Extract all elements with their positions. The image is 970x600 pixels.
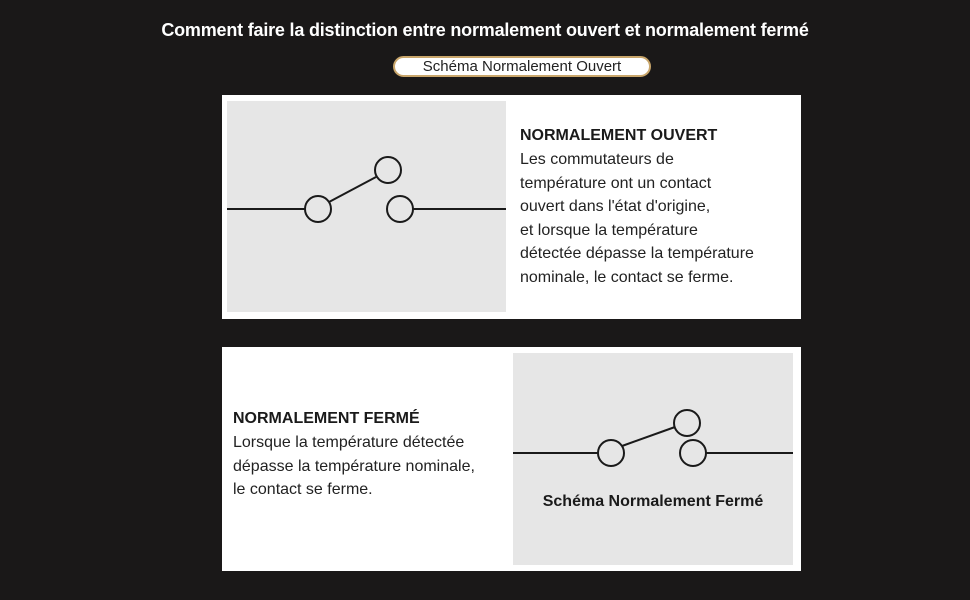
schema-badge: Schéma Normalement Ouvert [393,56,651,77]
normally-closed-heading: NORMALEMENT FERMÉ [233,410,420,427]
normally-closed-card [222,347,801,571]
normally-closed-description [233,410,513,502]
normally-open-heading: NORMALEMENT OUVERT [520,127,718,144]
normally-open-switch-diagram [227,101,506,312]
contact-terminal-left [305,196,331,222]
contact-terminal-left [598,440,624,466]
switch-lever [329,177,376,202]
normally-open-diagram-panel [227,101,506,312]
normally-closed-caption: Schéma Normalement Fermé [542,493,764,510]
contact-terminal-right [680,440,706,466]
contact-terminal-right [387,196,413,222]
normally-open-description [520,127,796,289]
normally-closed-switch-diagram [513,353,793,565]
switch-lever-head [674,410,700,436]
normally-closed-text: Lorsque la température détectée dépasse la température nominale, le contact se ferme. [233,434,475,498]
normally-open-card [222,95,801,319]
normally-open-text: Les commutateurs de température ont un contact ouvert dans l'état d'origine, et lorsque la température détectée dépasse la température nominale, le contact se ferme. [520,151,754,286]
normally-closed-diagram-panel [513,353,793,565]
switch-lever [622,427,675,446]
switch-lever-head [375,157,401,183]
page-title: Comment faire la distinction entre normalement ouvert et normalement fermé [161,20,809,40]
